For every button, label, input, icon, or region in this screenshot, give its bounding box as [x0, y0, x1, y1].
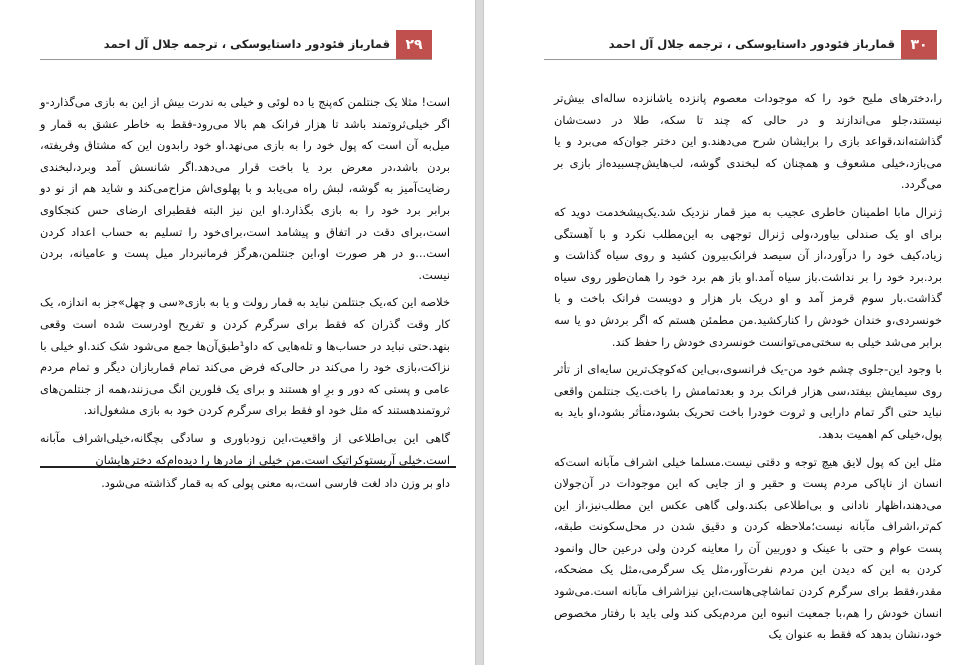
body-text: [40, 92, 450, 477]
paragraph: با وجود این-جلوی چشم خود من-یک فرانسوی،بی‌این که‌کوچک‌ترین سایه‌ای از تأثر روی سیمایش بیفتد،سی هزار فرانک برد و بعد‌تمامش را باخت.یک جنتلمن واقعی نباید حتی اگر تمام دارایی و ثروت خودرا باخت تحریک بشود،متأثر بشود،او باید به پول،خیلی کم اهمیت بدهد.: [554, 362, 942, 441]
header-rule: [544, 59, 937, 60]
paragraph: خلاصه این که،یک جنتلمن نباید به قمار رولت و یا به بازی«سی و چهل»جز به اندازه، یک کار وقت گذران که فقط برای سرگرم کردن و تفریح اودرست شده است وقعی بنهد.حتی نباید در حساب‌ها و تله‌هایی که داو¹طبق‌آن‌ها جمع می‌شود شک کند.او خیلی با نزاکت،بازی خود را می‌کند در حالی‌که فرض می‌کند تمام قماربازان دیگر و تمام مردم عامی و پستی که دور و برِ او هستند و برای یک فلورین انگ می‌زنند،همه از جنتلمن‌های ثروتمندهستند که مثل خود او فقط برای سرگرم کردن خود به بازی مشغول‌اند.: [40, 295, 450, 418]
header-rule: [40, 59, 432, 60]
body-text: [554, 88, 942, 652]
page-header: [40, 30, 432, 60]
paragraph: را،دخترهای ملیح خود را که موجودات معصوم پانزده یاشانزده ساله‌ای بیش‌تر نیستند،جلو می‌اندازند و در حالی که چند تا سکه، طلا در دست‌شان گذاشته‌اند،قواعد بازی را برایشان شرح می‌دهند.و این دختر جوان‌که می‌برد و یا می‌بازد،خیلی مشعوف و همچنان که لبخندی گوشه، لب‌هایش‌چسبیده‌از بازی بر می‌گردد.: [554, 91, 942, 192]
footnote-divider: [40, 466, 456, 468]
page-number: ۲۹: [396, 30, 432, 60]
page-header: [544, 30, 937, 60]
paragraph: مثل این که پول لایق هیچ توجه و دقتی نیست.مسلما خیلی اشراف مآبانه است‌که انسان از ناپاکی مردم پست و حقیر و از جایی که این موجودات در آن‌جولان می‌دهند،اظهار نادانی و بی‌اطلاعی بکند.ولی گاهی عکس این مطلب‌نیز،از این کم‌تر،اشراف مآبانه نیست؛ملاحظه کردن و دقیق شدن در محل‌سکونت طبقه، پست عوام و حتی با عینک و دوربین آن را معاینه کردن ولی درعین حال وانمود کردن به این که دیدن این مردم نفرت‌آور،مثل یک سرگرمی،مثل یک مضحکه، مقدر،فقط برای سرگرم کردن تماشاچی‌هاست،این نیزاشراف مآبانه است.می‌شود انسان خودش را هم،با جمعیت انبوه این مردم‌یکی کند ولی باید با رفتار مخصوص خود،نشان بدهد که فقط به عنوان یک: [554, 454, 942, 642]
page-number: ۳۰: [901, 30, 937, 60]
running-title: قمارباز فئودور داستایوسکی ، ترجمه جلال آل احمد: [608, 37, 895, 51]
left-page: [0, 0, 476, 665]
paragraph: است! مثلا یک جنتلمن که‌پنج یا ده لوئی و خیلی به ندرت بیش از این به بازی می‌گذارد-و اگر خیلی‌ثروتمند باشد تا هزار فرانک هم بالا می‌رود-فقط به خاطر عشق به قمار و میل‌به آن است که پول خود را به بازی می‌نهد.او خود رابدون این که مشتاق وفریفته، بردن باشد،در معرض برد یا باخت قرار می‌دهد.اگر شانسش آمد وبرد،لبخندی رضایت‌آمیز به گوشه، لبش راه می‌یابد و با پهلوی‌اش مزاح‌می‌کند و شاید هم از نو دو برابر برد خود را به بازی بگذارد.او این نیز البته فقطبرای ارضای حس کنجکاوی است،برای دقت در اتفاق و پیشامد است،برای‌خود را تسلیم به حساب اعداد کردن است...و در هر صورت او،این جنتلمن،هرگز فرمانبردار میل پست و عامیانه، بردن نیست.: [40, 95, 450, 282]
footnote: داو بر وزن داد لغت فارسی است،به معنی پولی که به قمار گذاشته می‌شود.: [101, 477, 450, 490]
right-page: [483, 0, 970, 665]
paragraph: گاهی این بی‌اطلاعی از واقعیت،این زودباوری و سادگی بچگانه،خیلی‌اشراف مآبانه است.خیلی آریستوکراتیک است.من خیلی از مادرها را دیده‌ام‌که دخترهایشان: [40, 430, 450, 467]
running-title: قمارباز فئودور داستایوسکی ، ترجمه جلال آل احمد: [103, 37, 390, 51]
paragraph: ژنرال مابا اطمینان خاطری عجیب به میز قمار نزدیک شد.یک‌پیشخدمت دوید که برای او یک صندلی بیاورد،ولی ژنرال توجهی به این‌مطلب نکرد و با آهستگی زیاد،کیف خود را درآورد،از آن سیصد فرانک‌بیرون کشید و روی سیاه گذاشت و برد.برد خود را بر نداشت.باز سیاه آمد.او باز هم برد خود را همان‌طور روی سیاه گذاشت.بار سوم قرمز آمد و او دریک بار هزار و دویست فرانک باخت و با خونسردی،و خندان خودش را کنارکشید.من مطمئن هستم که اگر بردش دو یا سه برابر می‌شد خیلی به سختی‌می‌توانست خونسردی خودش را حفظ کند.: [554, 204, 942, 349]
